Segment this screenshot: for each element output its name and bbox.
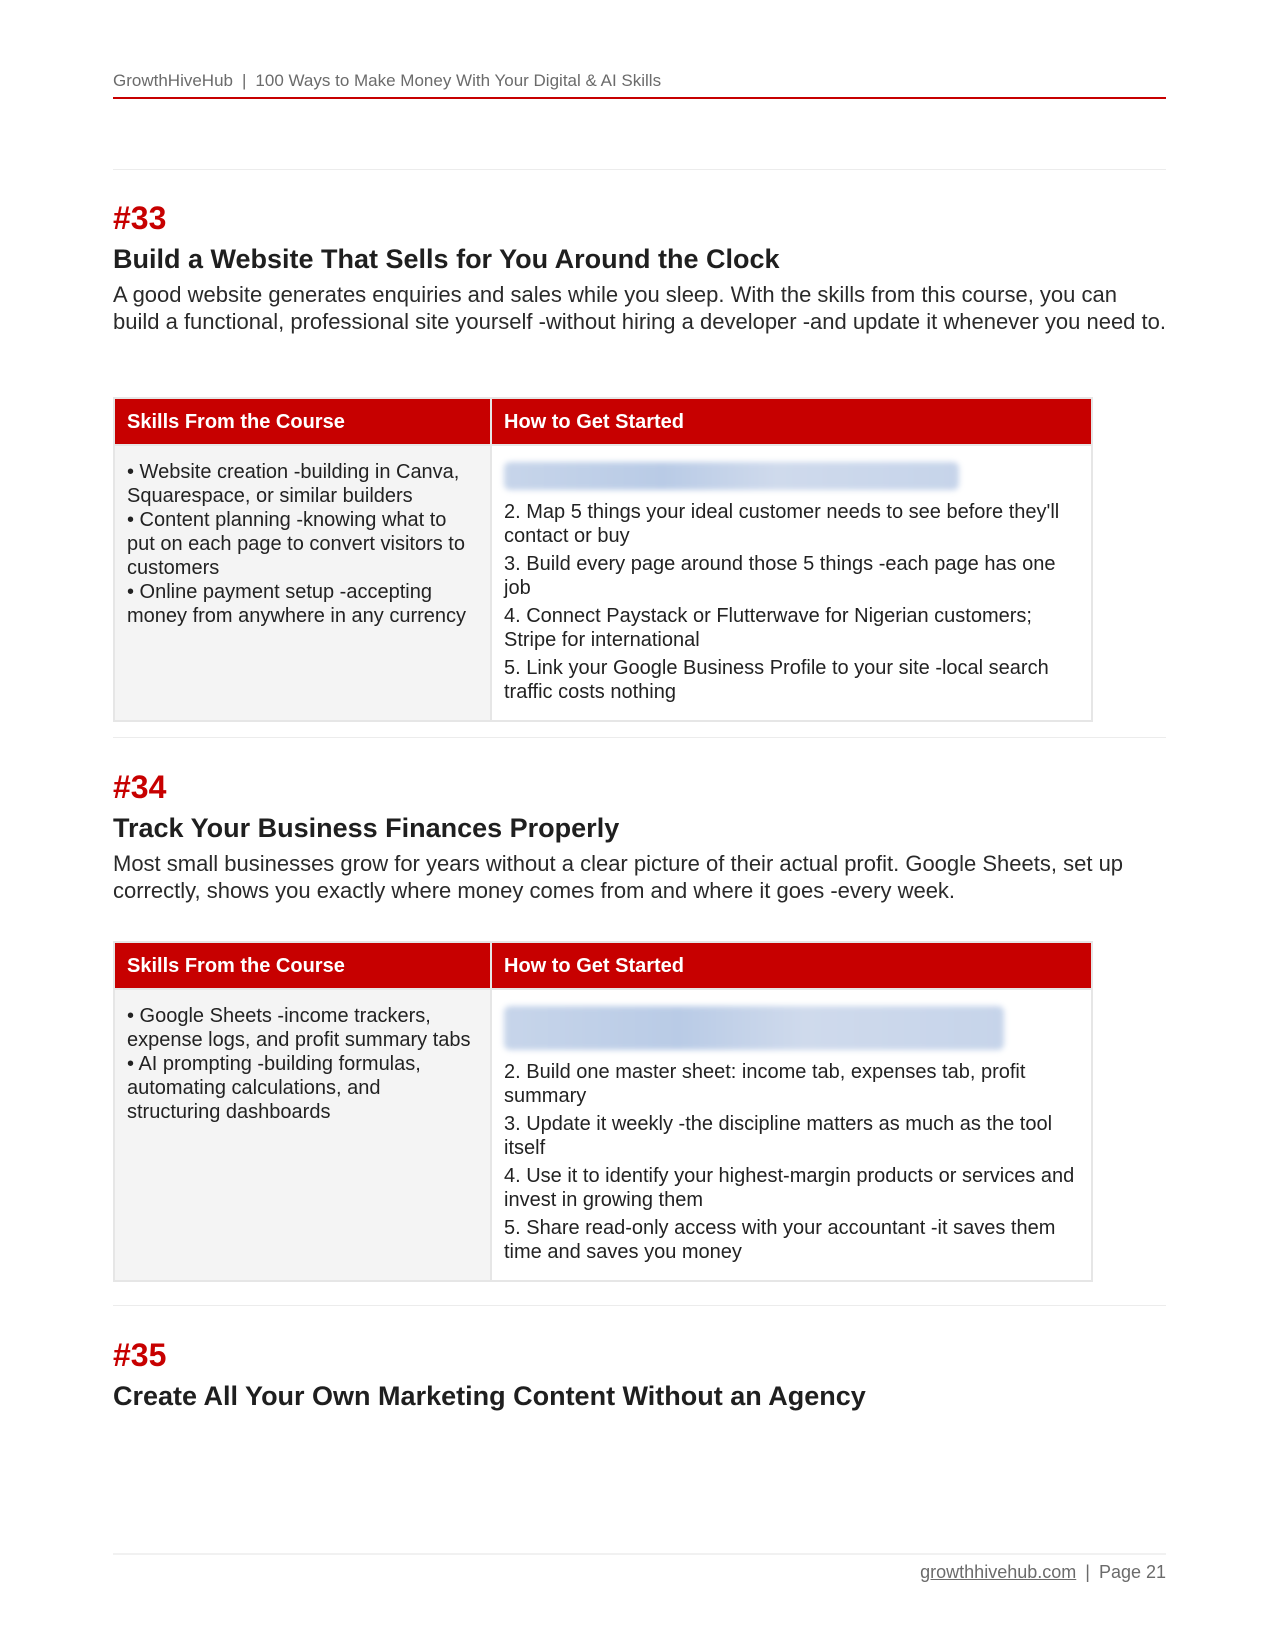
- section-title: Create All Your Own Marketing Content Without an Agency: [113, 1381, 866, 1411]
- table-header-skills: Skills From the Course: [114, 398, 491, 445]
- section-intro: A good website generates enquiries and sales while you sleep. With the skills from this course, you can build a functional, professional site yourself -without hiring a developer -and update it whenever you need to.: [113, 282, 1166, 334]
- footer-separator: |: [1085, 1562, 1090, 1582]
- section-34: [113, 769, 1166, 904]
- step-item: 4. Connect Paystack or Flutterwave for Nigerian customers; Stripe for international: [504, 605, 1032, 651]
- skill-item: • AI prompting -building formulas, automating calculations, and structuring dashboards: [127, 1053, 421, 1123]
- skill-item: • Google Sheets -income trackers, expense logs, and profit summary tabs: [127, 1005, 471, 1051]
- step-item: 3. Update it weekly -the discipline matters as much as the tool itself: [504, 1113, 1053, 1159]
- section-number: #33: [113, 200, 167, 236]
- running-header: [113, 71, 1166, 99]
- header-separator: |: [242, 71, 247, 90]
- section-33: [113, 200, 1166, 335]
- skills-cell: [114, 989, 491, 1281]
- step-item: 2. Build one master sheet: income tab, expenses tab, profit summary: [504, 1061, 1026, 1107]
- skills-cell: [114, 445, 491, 721]
- steps-cell: [491, 989, 1092, 1281]
- table-header-skills: Skills From the Course: [114, 942, 491, 989]
- page-number: Page 21: [1098, 1562, 1166, 1582]
- section-35: [113, 1337, 1166, 1413]
- section-number: #34: [113, 769, 167, 805]
- redacted-step: [504, 462, 959, 490]
- skill-item: • Website creation -building in Canva, Squarespace, or similar builders: [127, 461, 460, 507]
- skills-table-33: [113, 397, 1093, 722]
- skill-item: • Online payment setup -accepting money from anywhere in any currency: [127, 581, 467, 627]
- header-book-title: 100 Ways to Make Money With Your Digital & AI Skills: [255, 71, 662, 90]
- redacted-step: [504, 1006, 1004, 1050]
- table-header-steps: How to Get Started: [491, 398, 1092, 445]
- section-title: Build a Website That Sells for You Around the Clock: [113, 244, 780, 274]
- section-divider: [113, 1305, 1166, 1306]
- step-item: 3. Build every page around those 5 things -each page has one job: [504, 553, 1056, 599]
- step-item: 5. Share read-only access with your accountant -it saves them time and saves you money: [504, 1217, 1056, 1263]
- step-item: 4. Use it to identify your highest-margin products or services and invest in growing them: [504, 1165, 1075, 1211]
- section-divider: [113, 737, 1166, 738]
- section-intro: Most small businesses grow for years without a clear picture of their actual profit. Google Sheets, set up correctly, shows you exactly where money comes from and where it goes -every week.: [113, 851, 1124, 903]
- running-footer: [113, 1553, 1166, 1583]
- section-title: Track Your Business Finances Properly: [113, 813, 620, 843]
- table-header-steps: How to Get Started: [491, 942, 1092, 989]
- step-item: 2. Map 5 things your ideal customer needs to see before they'll contact or buy: [504, 501, 1060, 547]
- step-item: 5. Link your Google Business Profile to your site -local search traffic costs nothing: [504, 657, 1049, 703]
- footer-site-link[interactable]: growthhivehub.com: [920, 1562, 1077, 1582]
- header-brand: GrowthHiveHub: [113, 71, 233, 90]
- skills-table-34: [113, 941, 1093, 1282]
- steps-cell: [491, 445, 1092, 721]
- section-number: #35: [113, 1337, 167, 1373]
- section-divider: [113, 169, 1166, 170]
- skill-item: • Content planning -knowing what to put on each page to convert visitors to customers: [127, 509, 465, 579]
